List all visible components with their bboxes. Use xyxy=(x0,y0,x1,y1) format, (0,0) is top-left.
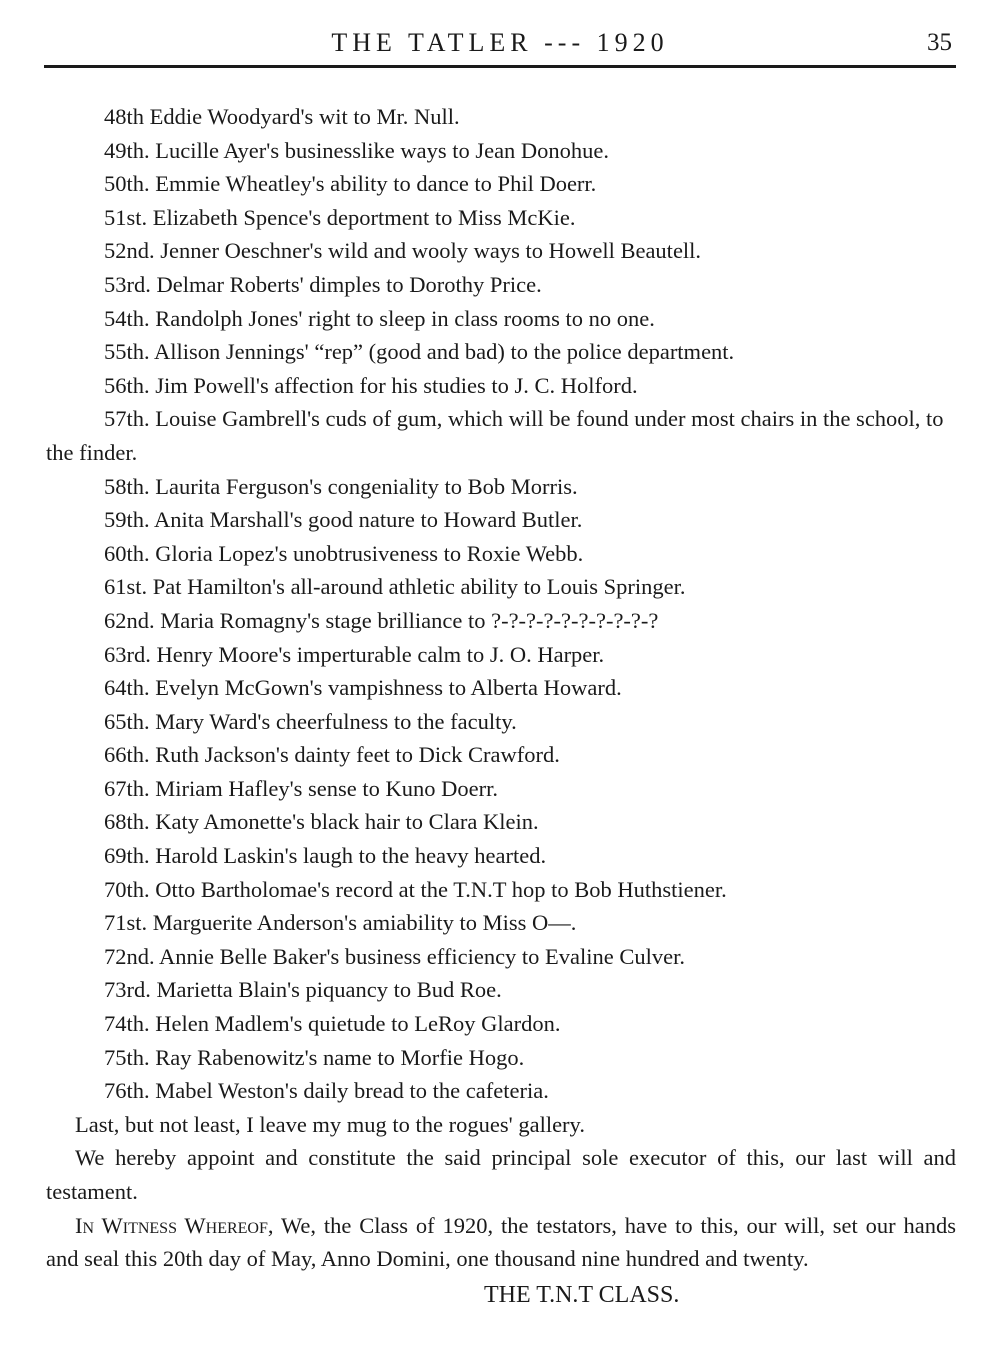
bequest-text: Pat Hamilton's all-around athletic ability to Louis Springer. xyxy=(152,574,686,600)
running-title: THE TATLER --- 1920 xyxy=(331,28,669,57)
bequest-text: Anita Marshall's good nature to Howard Butler. xyxy=(154,507,583,533)
bequest-text: Otto Bartholomae's record at the T.N.T hop to Bob Huthstiener. xyxy=(155,876,727,902)
bequest-item xyxy=(46,1074,956,1108)
bequest-item xyxy=(46,234,956,268)
bequest-text: Helen Madlem's quietude to LeRoy Glardon. xyxy=(155,1011,561,1037)
bequest-item xyxy=(46,940,956,974)
bequest-number: 60th. xyxy=(104,540,150,566)
page-header xyxy=(44,26,956,60)
closing-last-paragraph: Last, but not least, I leave my mug to the rogues' gallery. xyxy=(75,1111,585,1137)
bequest-item xyxy=(46,134,956,168)
bequest-text: Evelyn McGown's vampishness to Alberta Howard. xyxy=(155,675,622,701)
bequest-item xyxy=(46,839,956,873)
bequest-text: Mabel Weston's daily bread to the cafeteria. xyxy=(155,1078,549,1104)
document-body xyxy=(46,100,956,1312)
bequest-number: 71st. xyxy=(104,910,148,936)
witness-lead: In Witness Whereof, xyxy=(75,1212,274,1238)
bequest-item xyxy=(46,537,956,571)
bequest-text: Mary Ward's cheerfulness to the faculty. xyxy=(155,708,517,734)
bequest-item xyxy=(46,638,956,672)
bequest-text: Maria Romagny's stage brilliance to ?-?-?-?-?-?-?-?-?-? xyxy=(160,607,659,633)
bequest-item xyxy=(46,335,956,369)
bequest-item xyxy=(46,201,956,235)
bequest-text: Ray Rabenowitz's name to Morfie Hogo. xyxy=(155,1044,525,1070)
bequest-text: Delmar Roberts' dimples to Dorothy Price. xyxy=(156,271,542,297)
bequest-number: 76th. xyxy=(104,1078,150,1104)
bequest-item xyxy=(46,570,956,604)
bequest-number: 56th. xyxy=(104,372,150,398)
bequest-number: 73rd. xyxy=(104,977,151,1003)
bequest-text: Miriam Hafley's sense to Kuno Doerr. xyxy=(155,775,498,801)
bequest-text: Eddie Woodyard's wit to Mr. Null. xyxy=(149,104,460,129)
bequest-number: 52nd. xyxy=(104,238,155,264)
bequest-number: 48th xyxy=(104,104,145,129)
bequest-item xyxy=(46,1041,956,1075)
bequest-text: Emmie Wheatley's ability to dance to Phil Doerr. xyxy=(155,171,597,197)
bequest-item xyxy=(46,906,956,940)
bequest-list xyxy=(46,100,956,1108)
bequest-text: Louise Gambrell's cuds of gum, which will be found under most chairs in the school, to the finder. xyxy=(46,406,944,465)
signature: THE T.N.T CLASS. xyxy=(484,1281,680,1308)
bequest-text: Randolph Jones' right to sleep in class rooms to no one. xyxy=(155,305,655,331)
bequest-item xyxy=(46,772,956,806)
bequest-number: 64th. xyxy=(104,675,150,701)
closing-executor-paragraph xyxy=(46,1141,956,1208)
bequest-text: Laurita Ferguson's congeniality to Bob Morris. xyxy=(155,473,578,499)
bequest-number: 54th. xyxy=(104,305,150,331)
bequest-item xyxy=(46,671,956,705)
bequest-item xyxy=(46,705,956,739)
bequest-text: Jim Powell's affection for his studies to J. C. Holford. xyxy=(155,372,638,398)
bequest-text: Allison Jennings' “rep” (good and bad) to the police department. xyxy=(154,339,735,365)
bequest-item xyxy=(46,369,956,403)
bequest-text: Henry Moore's imperturable calm to J. O. Harper. xyxy=(156,641,605,667)
bequest-number: 75th. xyxy=(104,1044,150,1070)
bequest-text: Marguerite Anderson's amiability to Miss O—. xyxy=(152,910,577,936)
bequest-number: 50th. xyxy=(104,171,150,197)
bequest-item xyxy=(46,402,956,469)
bequest-number: 59th. xyxy=(104,507,150,533)
bequest-number: 67th. xyxy=(104,775,150,801)
bequest-item xyxy=(46,805,956,839)
bequest-number: 49th. xyxy=(104,137,150,163)
bequest-text: Gloria Lopez's unobtrusiveness to Roxie Webb. xyxy=(155,540,584,566)
executor-text: We hereby appoint and constitute the said principal sole executor of this, our last will and testament. xyxy=(46,1145,956,1204)
bequest-number: 58th. xyxy=(104,473,150,499)
bequest-number: 74th. xyxy=(104,1011,150,1037)
witness-text: We, the Class of 1920, the testators, have to this, our will, set our hands and seal this 20th day of May, Anno Domini, one thousand nine hundred and twenty. xyxy=(46,1212,957,1272)
bequest-text: Elizabeth Spence's deportment to Miss McKie. xyxy=(152,204,576,230)
bequest-item xyxy=(46,738,956,772)
bequest-number: 51st. xyxy=(104,204,148,230)
bequest-item xyxy=(46,302,956,336)
header-rule xyxy=(44,65,956,68)
bequest-item xyxy=(46,470,956,504)
bequest-number: 70th. xyxy=(104,876,150,902)
bequest-text: Jenner Oeschner's wild and wooly ways to Howell Beautell. xyxy=(160,238,702,264)
bequest-number: 61st. xyxy=(104,574,148,600)
bequest-text: Lucille Ayer's businesslike ways to Jean Donohue. xyxy=(155,137,610,163)
bequest-text: Harold Laskin's laugh to the heavy hearted. xyxy=(155,843,547,869)
bequest-text: Marietta Blain's piquancy to Bud Roe. xyxy=(156,977,502,1003)
bequest-number: 55th. xyxy=(104,339,150,365)
bequest-number: 72nd. xyxy=(104,943,155,969)
bequest-number: 62nd. xyxy=(104,607,155,633)
witness-paragraph xyxy=(46,1209,956,1276)
bequest-item xyxy=(46,100,956,134)
bequest-number: 57th. xyxy=(104,406,150,432)
bequest-item xyxy=(46,873,956,907)
bequest-item xyxy=(46,503,956,537)
bequest-number: 65th. xyxy=(104,708,150,734)
bequest-item xyxy=(46,1007,956,1041)
bequest-number: 69th. xyxy=(104,843,150,869)
bequest-item xyxy=(46,604,956,638)
bequest-number: 63rd. xyxy=(104,641,151,667)
bequest-number: 68th. xyxy=(104,809,150,835)
bequest-item xyxy=(46,268,956,302)
bequest-text: Annie Belle Baker's business efficiency to Evaline Culver. xyxy=(159,943,686,969)
bequest-text: Ruth Jackson's dainty feet to Dick Crawford. xyxy=(155,742,560,768)
page-number: 35 xyxy=(927,29,952,56)
bequest-item xyxy=(46,167,956,201)
bequest-number: 53rd. xyxy=(104,271,151,297)
bequest-number: 66th. xyxy=(104,742,150,768)
bequest-text: Katy Amonette's black hair to Clara Klein. xyxy=(155,809,539,835)
bequest-item xyxy=(46,973,956,1007)
